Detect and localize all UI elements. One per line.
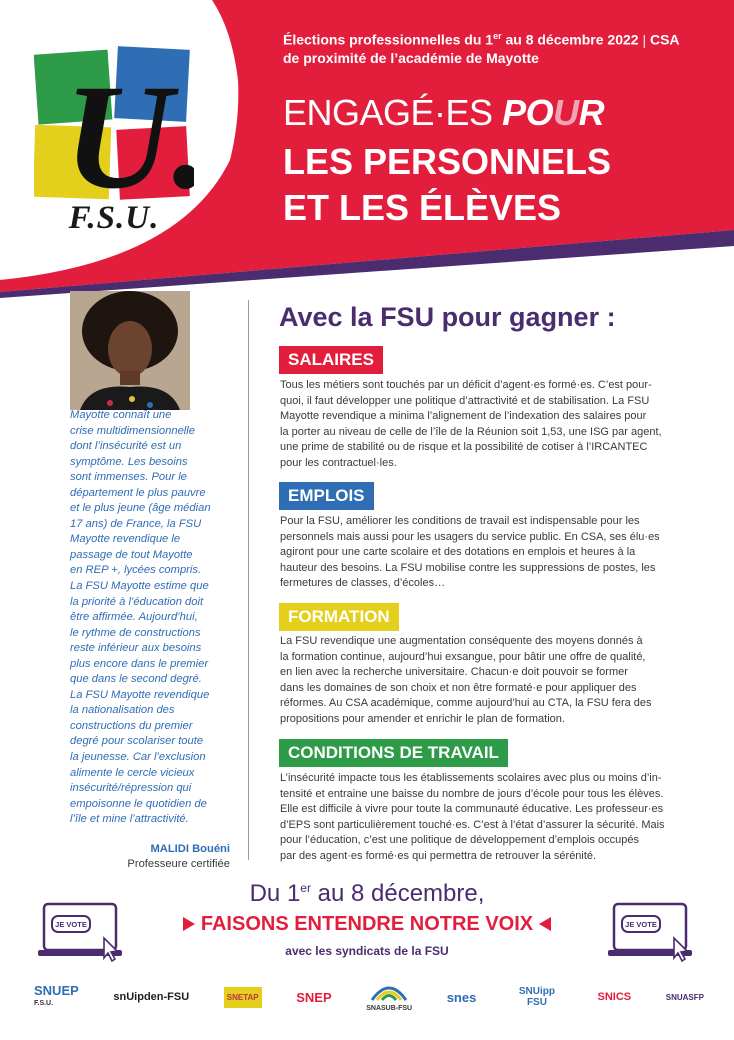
testimony-author: MALIDI Bouéni Professeure certifiée [127, 843, 230, 870]
quote-line: la nationalisation des [70, 704, 175, 717]
laptop-vote-icon [38, 902, 128, 964]
quote-line: alimente le cercle vicieux [70, 766, 195, 779]
paragraph-line: quoi, il faut développer une politique d’attractivité et de stabilisation. La FSU [280, 394, 650, 407]
logo-letter: U [64, 54, 173, 207]
logo-snuep: SNUEP F.S.U. [34, 983, 79, 1007]
headline-2: LES PERSONNELS ET LES ÉLÈVES [283, 141, 612, 228]
paragraph-line: Mayotte revendique a minima l’alignement de l’indexation des salaires pour [280, 410, 647, 423]
quote-line: département le plus pauvre [70, 486, 206, 499]
union-logos [34, 972, 704, 1022]
paragraph-line: propositions pour amender et enrichir le plan de formation. [280, 712, 565, 725]
logo-snasub: SNASUB-FSU [366, 980, 412, 1014]
logo-snes: snes [446, 989, 477, 1005]
quote-line: que dans le second degré. [70, 673, 202, 686]
quote-line: l’île et mine l’attractivité. [70, 813, 189, 826]
quote-line: degré pour scolariser toute [70, 735, 204, 748]
footer-slogan: FAISONS ENTENDRE NOTRE VOIX [0, 913, 734, 936]
paragraph-line: Tous les métiers sont touchés par un déficit d’agent·es formé·es. C’est pour- [280, 379, 652, 391]
paragraph-line: personnels mais aussi pour les usagers du service public. En CSA, ses élu·es [280, 530, 660, 543]
paragraph-line: pour les contractuel·les. [280, 456, 397, 469]
quote-line: La FSU Mayotte estime que [70, 580, 209, 593]
quote-line: Mayotte revendique le [70, 533, 181, 546]
quote-line: le rythme de constructions [70, 626, 201, 639]
svg-text:JE VOTE: JE VOTE [55, 920, 87, 929]
paragraph-line: tensité et entraine une baisse du nombre de jours d’école pour tous les élèves. [280, 787, 664, 800]
quote-line: et le plus jeune (âge médian [70, 502, 211, 515]
portrait-photo [70, 291, 190, 410]
logo-snuipp: SNUipp FSU [518, 986, 555, 1008]
quote-line: crise multidimensionnelle [70, 424, 195, 437]
column-divider [248, 300, 249, 860]
paragraph-line: Pour la FSU, améliorer les conditions de travail est indispensable pour les [280, 515, 640, 527]
paragraph-line: agiront pour une carte scolaire et des dotations en emplois et heures à la [280, 546, 636, 559]
section-tag-salaires: SALAIRES [279, 346, 383, 374]
paragraph-line: la porter au niveau de celle de l’île de la Réunion soit 1,53, une ISG par agent, [280, 425, 662, 438]
arrow-right-icon [183, 917, 195, 931]
footer-subtitle: avec les syndicats de la FSU [285, 944, 449, 958]
logo-snep: SNEP [296, 989, 332, 1005]
logo-snuasfp: SNUASFP [665, 992, 704, 1002]
paragraph-line: Elle est difficile à vivre pour toute la communauté éducative. Les professeur·es [280, 803, 664, 816]
logo-snuipden: snUipden-FSU [113, 991, 190, 1003]
quote-line: passage de tout Mayotte [70, 548, 193, 561]
paragraph-line: la formation continue, aujourd’hui exsangue, pour bâtir une offre de qualité, [280, 650, 646, 663]
quote-line: dont l’insécurité est un [70, 440, 182, 453]
headline-1: ENGAGÉ·ES POUR [283, 92, 605, 133]
section-text-emplois [280, 514, 682, 592]
logo-snics: SNICS [597, 991, 632, 1003]
quote-line: symptôme. Les besoins [70, 455, 188, 468]
quote-line: empoisonne le quotidien de [70, 797, 207, 810]
quote-line: 17 ans) de France, la FSU [70, 517, 202, 530]
section-tag-emplois: EMPLOIS [279, 482, 374, 510]
svg-text:JE VOTE: JE VOTE [625, 920, 657, 929]
quote-line: être affirmée. Aujourd’hui, [70, 611, 198, 624]
snasub-waves-icon [370, 980, 408, 1002]
section-text-conditions [280, 771, 682, 865]
paragraph-line: fermetures de classes, d’écoles… [280, 577, 446, 590]
main-title: Avec la FSU pour gagner : [279, 302, 616, 332]
paragraph-line: dans les domaines de son choix et non être formaté·e pour appliquer des [280, 681, 637, 694]
quote-line: reste inférieur aux besoins [70, 642, 202, 655]
testimony-quote [70, 408, 230, 828]
arrow-left-icon [539, 917, 551, 931]
paragraph-line: pour l’éducation, c’est une politique de développement d’emplois occupés [280, 834, 639, 847]
paragraph-line: une prime de stabilité ou de risque et la possibilité de cotiser à l’IRCANTEC [280, 441, 648, 454]
logo-snetap: SNETAP [224, 987, 262, 1008]
quote-line: plus encore dans le premier [70, 657, 209, 670]
paragraph-line: La FSU revendique une augmentation conséquente des moyens donnés à [280, 635, 643, 647]
paragraph-line: par des agent·es formé·es qui permettra de retrouver la sérénité. [280, 849, 597, 862]
paragraph-line: d’EPS sont particulièrement touché·es. C’est à l’état d’assurer la sécurité. Mais [280, 818, 665, 831]
quote-line: en REP +, lycées compris. [70, 564, 202, 577]
paragraph-line: en lien avec la recherche universitaire. Chacun·e doit pouvoir se former [280, 666, 628, 679]
quote-line: sont immenses. Pour le [70, 471, 187, 484]
paragraph-line: L’insécurité impacte tous les établissements scolaires avec plus ou moins d’in- [280, 772, 662, 784]
section-tag-conditions: CONDITIONS DE TRAVAIL [279, 739, 508, 767]
section-text-formation [280, 634, 682, 728]
quote-line: la jeunesse. Car l’exclusion [70, 751, 206, 764]
paragraph-line: hauteur des besoins. La FSU mobilise contre les suppressions de postes, les [280, 561, 656, 574]
quote-line: constructions du premier [70, 719, 193, 732]
quote-line: La FSU Mayotte revendique [70, 688, 210, 701]
election-info: Élections professionnelles du 1er au 8 décembre 2022 | CSA de proximité de l’académie de Mayotte [283, 31, 680, 66]
laptop-vote-icon [608, 902, 698, 964]
section-tag-formation: FORMATION [279, 603, 399, 631]
quote-line: insécurité/répression qui [70, 782, 192, 795]
quote-line: la priorité à l’éducation doit [70, 595, 204, 608]
quote-line: Mayotte connaît une [70, 409, 172, 421]
paragraph-line: réformes. Au CSA académique, comme aujourd’hui au CTA, la FSU fera des [280, 697, 652, 710]
logo-text: F.S.U. [68, 200, 160, 236]
footer-dates: Du 1er au 8 décembre, [249, 880, 485, 907]
section-text-salaires [280, 378, 682, 472]
